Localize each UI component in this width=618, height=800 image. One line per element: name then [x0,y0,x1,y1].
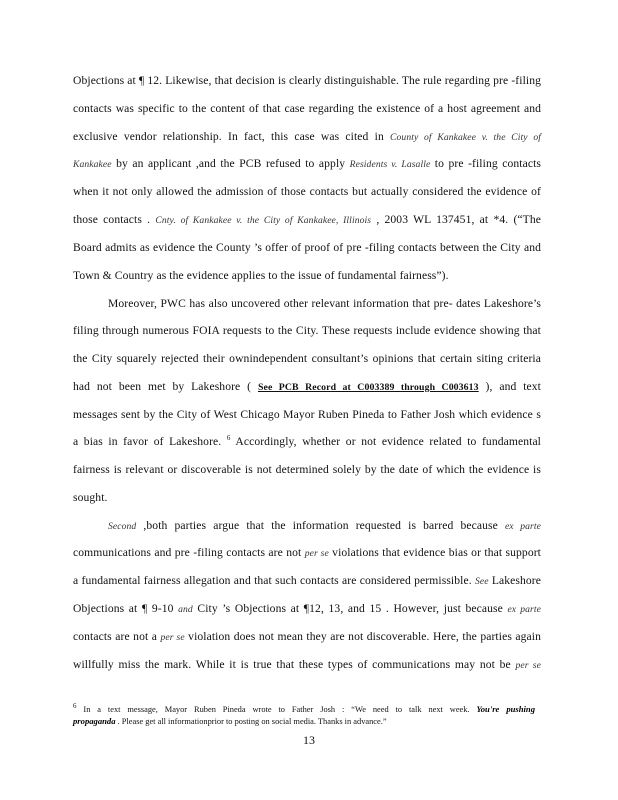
footnote-line: $^6$ In a text message, Mayor Ruben Pineda wrote to Father Josh : “We need to talk next week. You're pushing [73,702,536,714]
paragraph-first-line: Moreover, PWC has also uncovered other relevant information that pre- dates Lakeshore’s [108,297,541,310]
signal-word: See [474,576,489,587]
italic-term: per se [160,632,185,643]
body-line: contacts are not a per se violation does not mean they are not discoverable. Here, the parties again [73,630,542,643]
body-line: exclusive vendor relationship. In fact, this case was cited in County of Kankakee v. the City of [73,130,541,143]
paragraph-first-line: Second ,both parties argue that the information requested is barred because ex parte [108,519,541,532]
italic-term: ex parte [507,604,541,615]
body-line: those contacts . Cnty. of Kankakee v. the City of Kankakee, Illinois , 2003 WL 137451, at *4. (“The [73,213,541,226]
case-citation: Residents v. Lasalle [349,159,431,170]
record-citation: See PCB Record at C003389 through C003613 [257,382,479,393]
italic-term: per se [515,660,541,671]
body-line: Town & Country as the evidence applies to the issue of fundamental fairness”). [73,269,449,282]
body-line: when it not only allowed the admission of those contacts but actually considered the evidence of [73,185,541,198]
italic-term: Second [108,521,137,532]
body-line: Kankakee by an applicant ,and the PCB refused to apply Residents v. Lasalle to pre -filing contacts [73,157,541,170]
body-line: had not been met by Lakeshore ( See PCB Record at C003389 through C003613 ), and text [73,380,541,393]
body-line: Objections at ¶ 12. Likewise, that decision is clearly distinguishable. The rule regarding pre -filing [73,74,541,87]
italic-term: and [178,604,193,615]
footnote-emphasis: propaganda [73,716,116,726]
body-line: communications and pre -filing contacts are not per se violations that evidence bias or that support [73,546,542,559]
body-line: a bias in favor of Lakeshore. $^6$ Accordingly, whether or not evidence related to fundamental [73,434,542,448]
footnote-marker: 6 [73,702,77,711]
body-line: fairness is relevant or discoverable is not determined solely by the date of which the evidence is [73,463,541,476]
body-line: willfully miss the mark. While it is true that these types of communications may not be per se [73,658,541,671]
case-citation: Kankakee [73,159,112,170]
body-line: Board admits as evidence the County ’s offer of proof of pre -filing contacts between the City and [73,241,541,254]
footnote-reference: 6 [226,434,231,443]
italic-term: per se [304,548,329,559]
case-citation: County of Kankakee v. the City of [390,132,541,143]
body-line: contacts was specific to the content of that case regarding the existence of a host agreement and [73,102,541,115]
body-line: messages sent by the City of West Chicago Mayor Ruben Pineda to Father Josh which evidence s [73,408,541,421]
body-line: a fundamental fairness allegation and that such contacts are considered permissible. See Lakeshore [73,574,541,587]
body-line: Objections at ¶ 9-10 and City ’s Objections at ¶12, 13, and 15 . However, just because ex parte [73,602,541,615]
italic-term: ex parte [504,521,541,532]
body-line: filing through numerous FOIA requests to the City. These requests include evidence showing that [73,324,541,337]
footnote-emphasis: You're pushing [476,704,536,714]
body-line: sought. [73,491,108,504]
case-citation: Cnty. of Kankakee v. the City of Kankakee, Illinois [155,215,372,226]
page-number: 13 [303,733,315,747]
body-line: the City squarely rejected their ownindependent consultant’s opinions that certain siting criteria [73,352,541,365]
footnote-line: propaganda . Please get all informationprior to posting on social media. Thanks in advance.” [73,716,387,726]
